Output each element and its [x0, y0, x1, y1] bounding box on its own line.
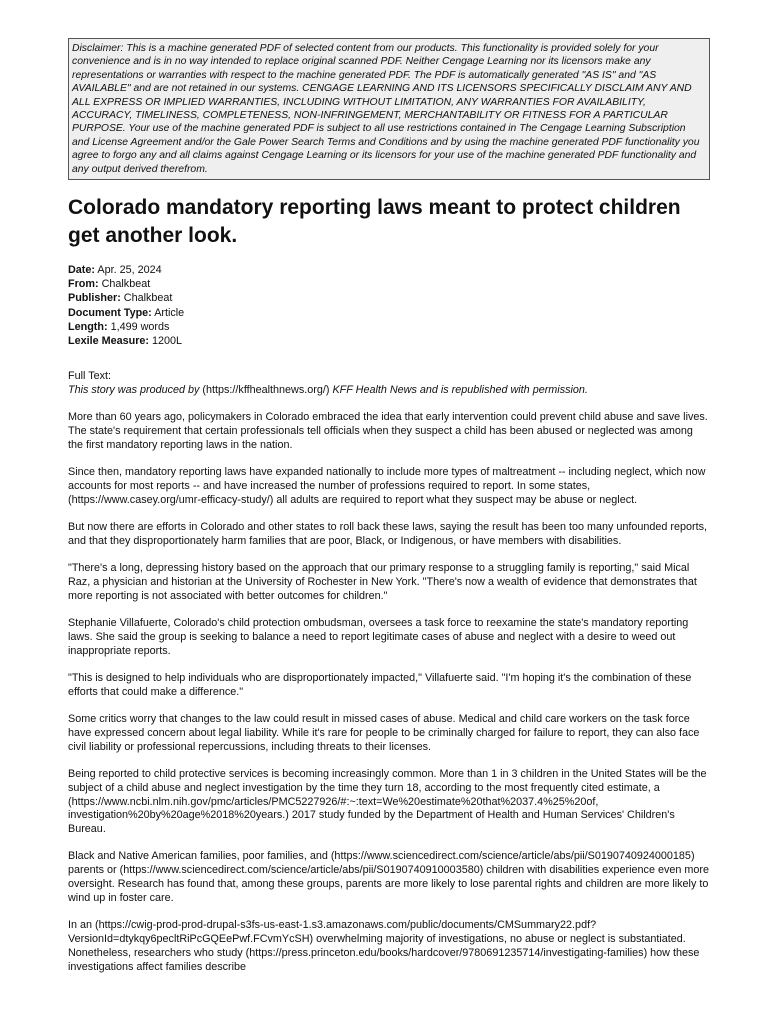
meta-document-type-value: Article: [154, 306, 185, 319]
meta-from-value: Chalkbeat: [101, 278, 151, 291]
attribution-text-end: KFF Health News and is republished with permission.: [332, 384, 588, 397]
body-paragraph: But now there are efforts in Colorado and other states to roll back these laws, saying the result has been too many unfounded reports, and that they disproportionately harm families that are poor, Black, or Indigenous, or have members with disabilities.: [68, 521, 707, 547]
meta-length: [68, 320, 710, 334]
body-paragraph: Stephanie Villafuerte, Colorado's child protection ombudsman, oversees a task force to reexamine the state's mandatory reporting laws. She said the group is seeking to balance a need to report legitimate cases of abuse and neglect with a desire to weed out inappropriate reports.: [68, 617, 689, 657]
body-paragraph: "This is designed to help individuals who are disproportionately impacted," Villafuerte said. "I'm hoping it's the combination of these efforts that could make a difference.": [68, 671, 692, 698]
attribution-line: [68, 384, 710, 398]
meta-date-label: Date:: [68, 264, 95, 276]
body-paragraph: Being reported to child protective services is becoming increasingly common. More than 1 in 3 children in the United States will be the subject of a child abuse and neglect investigation by the time they turn 18, according to the most frequently cited estimate, a (https://www.ncbi.nlm.nih.gov/pmc/articles/PMC5227926/#:~:text=We%20estimate%20that%2037.4%25%20of, investigation%20by%20age%2018%20years.) 2017 study funded by the Department of Health and Human Services' Children's Bureau.: [68, 767, 707, 836]
meta-from: [68, 277, 710, 291]
body-paragraph: Black and Native American families, poor families, and (https://www.sciencedirect.com/science/article/abs/pii/S0190740924000185) parents or (https://www.sciencedirect.com/science/article/abs/pii/S0190740910003580) children with disabilities experience even more oversight. Research has found that, among these groups, parents are more likely to lose parental rights and children are more likely to wind up in foster care.: [68, 850, 709, 904]
attribution-link: (https://kffhealthnews.org/): [202, 384, 330, 397]
meta-document-type: [68, 306, 710, 320]
meta-date: [68, 263, 710, 277]
meta-length-label: Length:: [68, 320, 108, 333]
meta-from-label: From:: [68, 278, 99, 291]
body-paragraph: More than 60 years ago, policymakers in Colorado embraced the idea that early intervention could prevent child abuse and save lives. The state's requirement that certain professionals tell officials when they suspect a child has been abused or neglected was among the first mandatory reporting laws in the nation.: [68, 411, 708, 451]
meta-publisher-label: Publisher:: [68, 292, 121, 305]
meta-publisher-value: Chalkbeat: [123, 292, 173, 305]
meta-lexile-value: 1200L: [152, 335, 183, 348]
meta-document-type-label: Document Type:: [68, 306, 152, 319]
attribution-text-start: This story was produced by: [68, 384, 200, 397]
article-metadata: [68, 263, 710, 348]
disclaimer-box: Disclaimer: This is a machine generated PDF of selected content from our products. This functionality is provided solely for your convenience and is in no way intended to replace original scanned PDF. Neither Cengage Learning nor its licensors make any representations or warranties with respect to the machine generated PDF. The PDF is automatically generated "AS IS" and "AS AVAILABLE" and are not retained in our systems. CENGAGE LEARNING AND ITS LICENSORS SPECIFICALLY DISCLAIM ANY AND ALL EXPRESS OR IMPLIED WARRANTIES, INCLUDING WITHOUT LIMITATION, ANY WARRANTIES FOR AVAILABILITY, ACCURACY, TIMELINESS, COMPLETENESS, NON-INFRINGEMENT, MERCHANTABILITY OR FITNESS FOR A PARTICULAR PURPOSE. Your use of the machine generated PDF is subject to all use restrictions contained in The Cengage Learning Subscription and License Agreement and/or the Gale Power Search Terms and Conditions and by using the machine generated PDF functionality you agree to forgo any and all claims against Cengage Learning or its licensors for your use of the machine generated PDF functionality and any output derived therefrom.: [68, 38, 710, 180]
meta-length-value: 1,499 words: [110, 320, 170, 333]
body-paragraph: "There's a long, depressing history based on the approach that our primary response to a struggling family is reporting," said Mical Raz, a physician and historian at the University of Rochester in New York. "There's now a wealth of evidence that demonstrates that more reporting is not associated with better outcomes for children.": [68, 562, 697, 602]
meta-publisher: [68, 291, 710, 305]
full-text-section: [68, 370, 710, 398]
meta-lexile-label: Lexile Measure:: [68, 335, 150, 348]
body-paragraph: Since then, mandatory reporting laws have expanded nationally to include more types of maltreatment -- including neglect, which now accounts for most reports -- and have increased the number of professions required to report. In some states, (https://www.casey.org/umr-efficacy-study/) all adults are required to report what they suspect may be abuse or neglect.: [68, 466, 706, 506]
meta-lexile: [68, 334, 710, 348]
body-paragraph: Some critics worry that changes to the law could result in missed cases of abuse. Medical and child care workers on the task force have expressed concern about legal liability. While it's rare for people to be criminally charged for failure to report, they can also face civil liability or professional repercussions, including threats to their licenses.: [68, 713, 700, 753]
meta-date-value: Apr. 25, 2024: [97, 264, 162, 276]
article-title: Colorado mandatory reporting laws meant to protect children get another look.: [68, 196, 681, 247]
body-paragraph: In an (https://cwig-prod-prod-drupal-s3fs-us-east-1.s3.amazonaws.com/public/documents/CMSummary22.pdf?VersionId=dtykqy6pecltRiPcGQEePwf.FCvmYcSH) overwhelming majority of investigations, no abuse or neglect is substantiated. Nonetheless, researchers who study (https://press.princeton.edu/books/hardcover/9780691235714/investigating-families) how these investigations affect families describe: [68, 919, 700, 973]
full-text-label: Full Text:: [68, 370, 112, 383]
